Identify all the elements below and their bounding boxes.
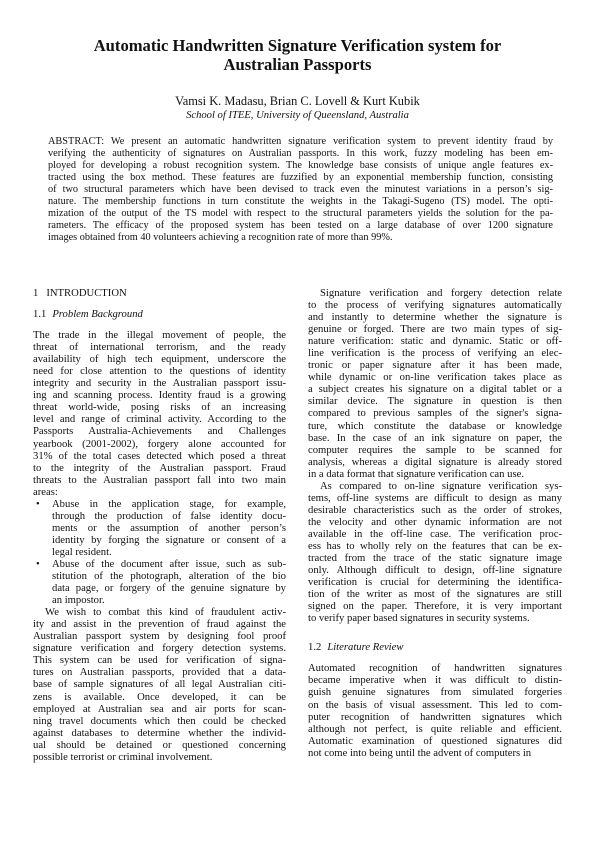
abstract-line: verifying the authenticity of signatures on Australian passports. In this work, fuzzy modeling has been em- bbox=[48, 148, 553, 160]
paragraph-line: ning travel documents which then could be checked bbox=[33, 715, 286, 727]
paragraph-line: tronic or paper signature after it has been made, bbox=[308, 360, 562, 372]
paragraph-line: verification is crucial for determining the identifica- bbox=[308, 577, 562, 589]
paper-title bbox=[40, 36, 555, 74]
paragraph-line: guish genuine signatures from simulated forgeries bbox=[308, 687, 562, 699]
paragraph-line: signature verification and forgery detection systems. bbox=[33, 643, 286, 655]
spacer bbox=[33, 321, 286, 330]
paragraph-line: against databases to determine whether the individ- bbox=[33, 727, 286, 739]
bullet-text bbox=[33, 559, 286, 607]
paragraph-line: to the process of verifying signatures automatically bbox=[308, 300, 562, 312]
paragraph-line: to verify paper based signatures in security systems. bbox=[308, 613, 530, 625]
paragraph-line: The trade in the illegal movement of people, the bbox=[33, 330, 286, 342]
bullet-icon: • bbox=[36, 558, 40, 570]
bullet-line: identity by forging the signature or consent of a bbox=[52, 534, 286, 546]
paragraph-line: similar device. The signature in question is then bbox=[308, 396, 562, 408]
paragraph-line: signed on the paper. Therefore, it is very important bbox=[308, 601, 562, 613]
section-number: 1.2 bbox=[308, 642, 322, 654]
section-heading bbox=[308, 642, 562, 654]
paragraph-line: ture, which constitute the database or knowledge bbox=[308, 420, 562, 432]
paragraph-line: line verification is the process of verifying an elec- bbox=[308, 348, 562, 360]
bullet-icon: • bbox=[36, 498, 40, 510]
title-line: Automatic Handwritten Signature Verification system for bbox=[93, 36, 502, 55]
section-title: Problem Background bbox=[52, 309, 143, 321]
paragraph-line: desirable characteristics such as the order of strokes, bbox=[308, 504, 562, 516]
paragraph-line: 31% of the total cases detected which posed a threat bbox=[33, 450, 286, 462]
paragraph-line: only. Although difficult to design, off-line signature bbox=[308, 565, 562, 577]
paragraph-line: on the basis of visual assessment. This led to com- bbox=[308, 699, 562, 711]
paragraph-line: Automatic examination of questioned signatures did bbox=[308, 735, 562, 747]
abstract-line: rameters. The efficacy of the proposed system has been tested on a large database of over 1200 signature bbox=[48, 220, 553, 232]
paragraph-line: in a data format that signature verification can use. bbox=[308, 468, 524, 480]
paragraph-line: This system can be used for verification of signa- bbox=[33, 655, 286, 667]
abstract-line: ABSTRACT: We present an automatic handwritten signature verification system to prevent identity fraud by bbox=[48, 136, 553, 147]
paragraph-line: computer requires the sample to be scanned for bbox=[308, 444, 562, 456]
paragraph-line: available in the off-line case. The verification proc- bbox=[308, 528, 562, 540]
paragraph-line: tracted from the trace of the static signature image bbox=[308, 553, 562, 565]
paragraph-line: and instantly to determine whether the signature is bbox=[308, 312, 562, 324]
abstract-line: nature. The membership functions in turn constitute the weights in the Takagi-Sugeno (TS) model. The opti- bbox=[48, 196, 553, 208]
abstract-line: ployed for developing a robust recognition system. The knowledge base consists of unique angle features ex- bbox=[48, 160, 553, 172]
section-heading bbox=[33, 309, 286, 321]
bullet-line: Abuse of the document after issue, such as sub- bbox=[52, 558, 286, 570]
paragraph-line: level and range of criminal activity. According to the bbox=[33, 414, 286, 426]
spacer bbox=[308, 625, 562, 642]
bullet-item bbox=[33, 559, 286, 607]
paragraph-line: Australian passport system by designing fool proof bbox=[33, 631, 286, 643]
paragraph-line: As compared to on-line signature verification sys- bbox=[320, 480, 562, 492]
paragraph-line: tures on Australian passports, provided that a data- bbox=[33, 667, 286, 679]
bullet-line: ments or the assumption of another person’s bbox=[52, 522, 286, 534]
left-column bbox=[33, 288, 286, 764]
paragraph-line: tion of the writer as most of the signatures are still bbox=[308, 589, 562, 601]
paragraph-line: genuine or forged. There are two main types of sig- bbox=[308, 324, 562, 336]
bullet-line: data page, or forgery of the genuine signature by bbox=[52, 583, 286, 595]
paragraph-line: threats to the Australian passport fall into two main bbox=[33, 474, 286, 486]
paragraph-line: compared to previous samples of the signer's signa- bbox=[308, 408, 562, 420]
affiliation: School of ITEE, University of Queensland, Australia bbox=[186, 110, 409, 121]
bullet-line: Abuse in the application stage, for example, bbox=[52, 498, 286, 510]
section-title: Literature Review bbox=[327, 642, 404, 654]
section-heading bbox=[33, 288, 286, 300]
authors: Vamsi K. Madasu, Brian C. Lovell & Kurt Kubik bbox=[175, 94, 420, 108]
paragraph-line: threat world-wide, posing risks of an increasing bbox=[33, 402, 286, 414]
paragraph-line: We wish to combat this kind of fraudulent activ- bbox=[45, 607, 286, 619]
paragraph-line: need for close attention to the questions of identity bbox=[33, 366, 286, 378]
paragraph-line: analysis, whereas a digital signature is already stored bbox=[308, 456, 562, 468]
paragraph-line: ity and assist in the prevention of fraud against the bbox=[33, 619, 286, 631]
paragraph-line: ing and scanning process. Identity fraud is a growing bbox=[33, 390, 286, 402]
paragraph-line: base of sample signatures of all legal Australian citi- bbox=[33, 679, 286, 691]
paragraph-line: employed at Australian sea and air ports for scan- bbox=[33, 703, 286, 715]
paragraph-line: became imperative when it was difficult to distin- bbox=[308, 675, 562, 687]
paragraph-line: areas: bbox=[33, 486, 58, 498]
paragraph-line: Signature verification and forgery detection relate bbox=[320, 288, 562, 299]
section-number: 1 bbox=[33, 288, 39, 299]
paragraph-line: while dynamic or on-line verification takes place as bbox=[308, 372, 562, 384]
bullet-text bbox=[33, 499, 286, 559]
paragraph-line: Passports Australia-Achievements and Challenges bbox=[33, 426, 286, 438]
bullet-line: through the production of false identity docu- bbox=[52, 510, 286, 522]
bullet-line: stitution of the photograph, alteration of the bio bbox=[52, 571, 286, 583]
paragraph-line: threat of international terrorism, and the ready bbox=[33, 342, 286, 354]
paragraph-line: not come into being until the advent of computers in bbox=[308, 747, 532, 759]
paragraph-line: possible terrorist or criminal involvement. bbox=[33, 751, 213, 763]
paragraph-line: integrity and security in the Australian passport issu- bbox=[33, 378, 286, 390]
section-title: INTRODUCTION bbox=[46, 288, 127, 299]
paragraph-line: a subject creates his signature on a digital tablet or a bbox=[308, 384, 562, 396]
paragraph-line: yearbook (2001-2002), forgery alone accounted for bbox=[33, 438, 286, 450]
paragraph-line: the velocity and other dynamic information are not bbox=[308, 516, 562, 528]
paragraph-line: Automated recognition of handwritten signatures bbox=[308, 663, 562, 675]
paragraph-line: ual should be detained or questioned concerning bbox=[33, 739, 286, 751]
paragraph-line: availability of high tech equipment, underscore the bbox=[33, 354, 286, 366]
abstract-line: mization of the output of the TS model with respect to the structural parameters yields the solution for the pa- bbox=[48, 208, 553, 220]
paragraph-line: to the integrity of the Australian passport. Fraud bbox=[33, 462, 286, 474]
bullet-line: legal resident. bbox=[52, 546, 112, 558]
paragraph-line: puter recognition of handwritten signatures which bbox=[308, 711, 562, 723]
paragraph-line: tems, off-line systems are difficult to design as many bbox=[308, 492, 562, 504]
spacer bbox=[308, 654, 562, 663]
abstract-line: tracted using the box method. These features are fuzzified by an exponential membership function, consisting bbox=[48, 172, 553, 184]
paragraph-line: zens is available. Once developed, it can be bbox=[33, 691, 286, 703]
bullet-line: an impostor. bbox=[52, 595, 105, 607]
right-column bbox=[308, 288, 562, 760]
abstract-line: images obtained from 40 volunteers achieving a recognition rate of more than 99%. bbox=[48, 232, 393, 244]
paragraph-line: although not perfect, is quite reliable and efficient. bbox=[308, 723, 562, 735]
paragraph-line: ess has to wholly rely on the features that can be ex- bbox=[308, 540, 562, 552]
abstract-line: of two structural parameters which have been devised to track even the minutest variations in a person’s sig- bbox=[48, 184, 553, 196]
abstract bbox=[48, 136, 553, 244]
bullet-item bbox=[33, 499, 286, 559]
paragraph-line: nature verification: static and dynamic. Static or off- bbox=[308, 336, 562, 348]
section-number: 1.1 bbox=[33, 309, 47, 321]
spacer bbox=[33, 300, 286, 309]
paragraph-line: base. In the case of an ink signature on paper, the bbox=[308, 432, 562, 444]
title-line: Australian Passports bbox=[223, 55, 372, 74]
